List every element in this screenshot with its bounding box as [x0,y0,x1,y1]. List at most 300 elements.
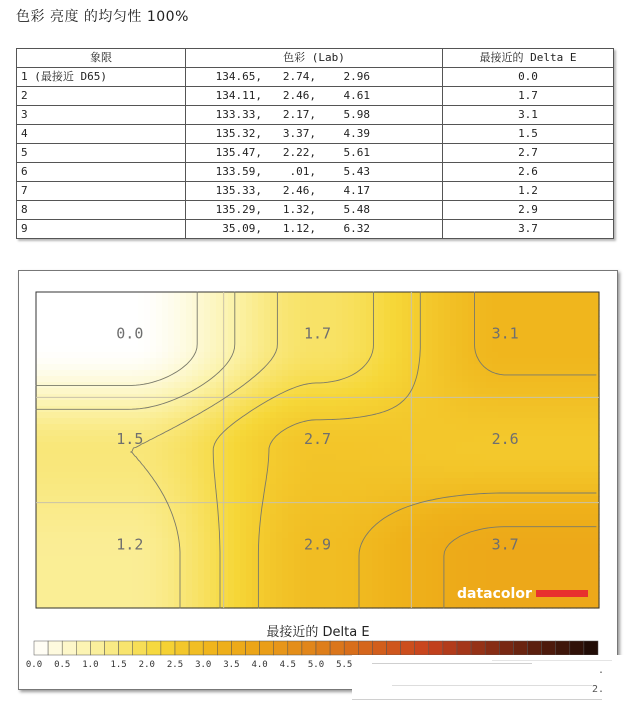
heat-tile [318,598,325,605]
heat-tile [456,544,463,551]
heat-tile [288,328,295,335]
heat-tile [294,544,301,551]
heat-tile [156,418,163,425]
heat-tile [54,514,61,521]
heat-tile [426,562,433,569]
heat-tile [210,514,217,521]
heat-tile [552,496,559,503]
heat-tile [78,400,85,407]
heat-tile [516,412,523,419]
heat-tile [444,436,451,443]
heat-tile [138,508,145,515]
heat-tile [402,478,409,485]
heat-tile [66,430,73,437]
heat-tile [570,484,577,491]
heat-tile [240,370,247,377]
heat-tile [564,328,571,335]
heat-tile [84,442,91,449]
heat-tile [240,490,247,497]
heat-tile [102,400,109,407]
heat-tile [474,562,481,569]
heat-tile [546,340,553,347]
heat-tile [96,514,103,521]
heat-tile [90,358,97,365]
heat-tile [444,364,451,371]
lab-a-value: 2.46, [282,184,316,197]
heat-tile [552,550,559,557]
heat-tile [468,310,475,317]
heat-tile [42,586,49,593]
heat-tile [186,544,193,551]
heat-tile [402,424,409,431]
heat-tile [510,508,517,515]
heat-tile [432,412,439,419]
heat-tile [492,448,499,455]
heat-tile [552,484,559,491]
heat-tile [456,364,463,371]
heat-tile [192,586,199,593]
heat-tile [372,574,379,581]
heat-tile [108,358,115,365]
heat-tile [546,574,553,581]
heat-tile [210,364,217,371]
heat-tile [78,508,85,515]
heat-tile [498,562,505,569]
heat-tile [324,598,331,605]
heat-tile [54,592,61,599]
heat-tile [588,448,595,455]
heat-tile [342,532,349,539]
heat-tile [474,370,481,377]
heat-tile [540,514,547,521]
heat-tile [210,592,217,599]
heat-tile [144,430,151,437]
heat-tile [528,508,535,515]
heat-tile [540,388,547,395]
heat-tile [180,298,187,305]
heat-tile [198,298,205,305]
heat-tile [120,370,127,377]
heat-tile [108,526,115,533]
heat-tile [444,304,451,311]
heat-tile [564,382,571,389]
heat-tile [300,568,307,575]
heat-tile [138,496,145,503]
heat-tile [450,310,457,317]
heat-tile [516,376,523,383]
heat-tile [366,454,373,461]
heat-tile [534,520,541,527]
heat-tile [192,532,199,539]
heat-tile [144,592,151,599]
heat-tile [312,568,319,575]
heat-tile [396,382,403,389]
heat-tile [78,586,85,593]
heat-tile [234,370,241,377]
heat-tile [444,388,451,395]
heat-tile [540,520,547,527]
heat-tile [36,544,43,551]
heat-tile [48,340,55,347]
heat-tile [414,448,421,455]
heat-tile [552,538,559,545]
heat-tile [534,538,541,545]
heat-tile [414,574,421,581]
heat-tile [450,586,457,593]
heat-tile [366,406,373,413]
heat-tile [156,364,163,371]
heat-tile [48,562,55,569]
heat-tile [318,412,325,419]
heat-tile [564,364,571,371]
heat-tile [240,454,247,461]
heat-tile [486,496,493,503]
heat-tile [432,448,439,455]
heat-tile [90,400,97,407]
heat-tile [300,580,307,587]
heat-tile [312,310,319,317]
heat-tile [186,364,193,371]
heat-tile [72,376,79,383]
heat-tile [294,520,301,527]
heat-tile [48,400,55,407]
heat-tile [576,304,583,311]
heat-tile [84,376,91,383]
heat-tile [234,550,241,557]
heat-tile [564,544,571,551]
heat-tile [252,532,259,539]
heat-tile [468,562,475,569]
heat-tile [48,376,55,383]
heat-tile [366,370,373,377]
heat-tile [438,430,445,437]
heat-tile [294,364,301,371]
heat-tile [102,562,109,569]
heat-tile [270,364,277,371]
heat-tile [342,592,349,599]
heat-tile [336,292,343,299]
heat-tile [510,406,517,413]
heat-tile [186,316,193,323]
heat-tile [222,406,229,413]
heat-tile [294,358,301,365]
heat-tile [474,544,481,551]
heat-tile [144,376,151,383]
heat-tile [210,382,217,389]
heat-tile [156,478,163,485]
heat-tile [144,454,151,461]
heat-tile [330,448,337,455]
heat-tile [102,376,109,383]
heat-tile [576,364,583,371]
heat-tile [96,586,103,593]
heat-tile [348,436,355,443]
heat-tile [228,340,235,347]
heat-tile [354,586,361,593]
heat-tile [414,526,421,533]
heat-tile [372,376,379,383]
heat-tile [282,322,289,329]
heat-tile [342,388,349,395]
heat-tile [588,598,595,605]
heat-tile [516,454,523,461]
heat-tile [276,574,283,581]
heat-tile [426,412,433,419]
heat-tile [414,406,421,413]
heat-tile [564,388,571,395]
heat-tile [432,526,439,533]
heat-tile [114,556,121,563]
heat-tile [48,292,55,299]
heat-tile [138,358,145,365]
heat-tile [378,352,385,359]
heat-tile [396,322,403,329]
heat-tile [84,538,91,545]
heat-tile [132,574,139,581]
heat-tile [354,376,361,383]
heat-tile [354,334,361,341]
heat-tile [228,472,235,479]
heat-tile [540,376,547,383]
heat-tile [318,568,325,575]
heat-tile [234,574,241,581]
heat-tile [198,508,205,515]
heat-tile [168,442,175,449]
heat-tile [456,346,463,353]
heat-tile [540,484,547,491]
heat-tile [522,382,529,389]
heat-tile [426,436,433,443]
heat-tile [240,496,247,503]
heat-tile [498,406,505,413]
heat-tile [534,454,541,461]
heat-tile [456,310,463,317]
heat-tile [198,406,205,413]
heat-tile [186,454,193,461]
heat-tile [456,430,463,437]
heat-tile [306,496,313,503]
heat-tile [372,412,379,419]
heat-tile [216,310,223,317]
heat-tile [222,334,229,341]
heat-tile [330,562,337,569]
heat-tile [576,538,583,545]
heat-tile [396,358,403,365]
heat-tile [180,592,187,599]
heat-tile [228,508,235,515]
heat-tile [450,400,457,407]
heat-tile [300,412,307,419]
heat-tile [450,376,457,383]
heat-tile [396,520,403,527]
heat-tile [498,352,505,359]
heat-tile [282,340,289,347]
heat-tile [210,526,217,533]
heat-tile [564,376,571,383]
heat-tile [162,556,169,563]
heat-tile [228,460,235,467]
heat-tile [270,382,277,389]
heat-tile [558,520,565,527]
heat-tile [258,586,265,593]
heat-tile [84,346,91,353]
heat-tile [210,412,217,419]
heat-tile [270,304,277,311]
heat-tile [42,568,49,575]
heat-tile [540,538,547,545]
heat-tile [540,496,547,503]
heat-tile [78,322,85,329]
heat-tile [72,544,79,551]
heat-tile [486,508,493,515]
heat-tile [294,316,301,323]
heat-tile [48,448,55,455]
heat-tile [378,454,385,461]
heat-tile [204,496,211,503]
heat-tile [282,448,289,455]
heat-tile [198,400,205,407]
heat-tile [222,370,229,377]
heat-tile [216,484,223,491]
heat-tile [474,406,481,413]
heat-tile [486,448,493,455]
heat-tile [138,346,145,353]
heat-tile [216,568,223,575]
heat-tile [540,556,547,563]
heat-tile [174,292,181,299]
heat-tile [360,346,367,353]
heat-tile [498,520,505,527]
heat-tile [384,580,391,587]
heat-tile [384,454,391,461]
heat-tile [102,556,109,563]
heat-tile [462,424,469,431]
heat-tile [150,586,157,593]
heat-tile [510,292,517,299]
heat-tile [462,526,469,533]
heat-tile [36,466,43,473]
heat-tile [276,484,283,491]
heat-tile [468,538,475,545]
heat-tile [84,304,91,311]
heat-tile [228,382,235,389]
heat-tile [366,322,373,329]
heat-tile [576,346,583,353]
heat-tile [348,292,355,299]
heat-tile [534,364,541,371]
heat-tile [348,298,355,305]
heat-tile [576,580,583,587]
heat-tile [546,568,553,575]
heat-tile [54,412,61,419]
heat-tile [336,328,343,335]
heat-tile [156,526,163,533]
heat-tile [402,292,409,299]
heat-tile [522,334,529,341]
heat-tile [360,592,367,599]
heat-tile [312,316,319,323]
heat-tile [546,388,553,395]
heat-tile [66,586,73,593]
heat-tile [432,490,439,497]
heat-tile [300,586,307,593]
heat-tile [390,580,397,587]
heat-tile [534,574,541,581]
heat-tile [300,520,307,527]
heat-tile [576,388,583,395]
heat-tile [432,592,439,599]
heat-tile [90,436,97,443]
heat-tile [444,406,451,413]
heat-tile [504,412,511,419]
heat-tile [192,376,199,383]
heat-tile [546,532,553,539]
heat-tile [144,598,151,605]
heat-tile [162,358,169,365]
heat-tile [168,358,175,365]
heat-tile [84,322,91,329]
heat-tile [282,574,289,581]
heat-tile [72,412,79,419]
heat-tile [222,538,229,545]
heat-tile [114,586,121,593]
heat-tile [114,580,121,587]
heat-tile [180,400,187,407]
heat-tile [216,460,223,467]
heat-tile [468,508,475,515]
heat-tile [486,412,493,419]
heat-tile [534,550,541,557]
heat-tile [372,538,379,545]
heat-tile [96,298,103,305]
heat-tile [294,424,301,431]
heat-tile [426,598,433,605]
heat-tile [96,550,103,557]
heat-tile [240,406,247,413]
heat-tile [270,316,277,323]
heat-tile [534,388,541,395]
heat-tile [450,448,457,455]
heat-tile [318,472,325,479]
heat-tile [384,400,391,407]
heat-tile [186,310,193,317]
heat-tile [132,370,139,377]
heat-tile [222,550,229,557]
heat-tile [582,334,589,341]
heat-tile [450,316,457,323]
heat-tile [36,496,43,503]
heat-tile [144,544,151,551]
heat-tile [114,400,121,407]
heat-tile [204,436,211,443]
heat-tile [336,574,343,581]
heat-tile [90,538,97,545]
heat-tile [522,346,529,353]
heat-tile [90,310,97,317]
heat-tile [420,316,427,323]
heat-tile [570,544,577,551]
heat-tile [360,430,367,437]
heat-tile [198,478,205,485]
heat-tile [222,592,229,599]
heat-tile [36,334,43,341]
heat-tile [84,352,91,359]
heat-tile [108,478,115,485]
heat-tile [534,430,541,437]
heat-tile [222,310,229,317]
heat-tile [582,562,589,569]
heat-tile [384,550,391,557]
